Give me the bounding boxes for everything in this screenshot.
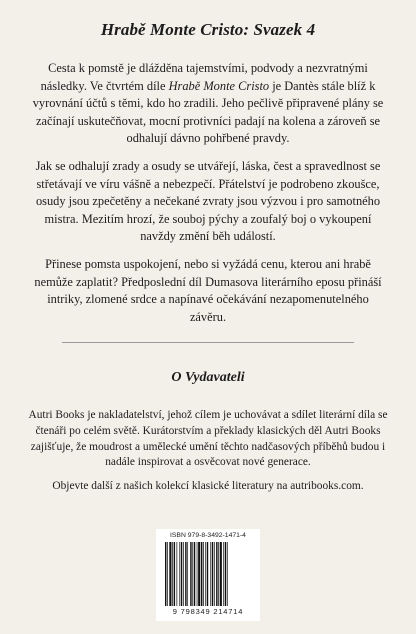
barcode-bar bbox=[194, 542, 195, 606]
barcode-bar bbox=[169, 542, 171, 606]
barcode-bar bbox=[220, 542, 222, 606]
about-publisher-heading: O Vydavateli bbox=[171, 370, 245, 385]
barcode-bar bbox=[203, 542, 204, 606]
barcode-bar bbox=[225, 542, 226, 606]
barcode-bar bbox=[192, 542, 193, 606]
blurb-p1-book-title: Hrabě Monte Cristo bbox=[168, 78, 270, 93]
barcode-bar bbox=[179, 542, 180, 606]
isbn-label: ISBN 979-8-3492-1471-4 bbox=[170, 532, 246, 539]
barcode-bar bbox=[212, 542, 213, 606]
blurb-p1-end: je Dantès stále blíž k vyrovnání účtů s těmi, kdo ho zradili. Jeho pečlivě připravené plány se začínají uskutečňovat, mocní protivníci padají na kolena a zároveň se odhalují dávno pohřbené pravdy. bbox=[32, 78, 384, 146]
section-divider bbox=[62, 342, 354, 343]
barcode-bar bbox=[227, 542, 228, 606]
barcode-digits: 9 798349 214714 bbox=[172, 607, 244, 616]
barcode-bar bbox=[223, 542, 224, 606]
barcode-bar bbox=[177, 542, 178, 606]
barcode-bar bbox=[214, 542, 215, 606]
barcode-bar bbox=[165, 542, 166, 606]
book-title: Hrabě Monte Cristo: Svazek 4 bbox=[100, 20, 316, 39]
barcode-bar bbox=[172, 542, 173, 606]
barcode-bar bbox=[207, 542, 208, 606]
barcode-bar bbox=[174, 542, 175, 606]
barcode-bar bbox=[210, 542, 211, 606]
blurb-p1-start: Cesta k pomstě je dlážděna tajemstvími, podvody a nezvratnými následky. Ve čtvrtém díle bbox=[40, 61, 368, 93]
barcode-bar bbox=[205, 542, 206, 606]
barcode-bar bbox=[197, 542, 198, 606]
barcode-bar bbox=[216, 542, 217, 606]
about-publisher-paragraph: Autri Books je nakladatelství, jehož cílem je uchovávat a sdílet literární díla se čtenáři po celém světě. Kurátorstvím a překlady klasických děl Autri Books zajišťuje, že moudrost a umělecké umění těchto nadčasových příběhů budou i nadále inspirovat a osvěcovat nové generace. bbox=[28, 409, 388, 469]
barcode-bar bbox=[201, 542, 202, 606]
barcode-bar bbox=[187, 542, 188, 606]
barcode-bar bbox=[185, 542, 186, 606]
barcode-bar bbox=[167, 542, 168, 606]
barcode-bar bbox=[181, 542, 182, 606]
blurb-paragraph-1 bbox=[30, 60, 386, 148]
barcode-bar bbox=[218, 542, 219, 606]
blurb-paragraph-3: Přinese pomsta uspokojení, nebo si vyžádá cenu, kterou ani hrabě nemůže zaplatit? Předposlední díl Dumasova literárního eposu přináší intriky, zlomené srdce a napínavé očekávání nezapomenutelného závěru. bbox=[34, 257, 382, 324]
about-publisher-link-line: Objevte další z našich kolekcí klasické literatury na autribooks.com. bbox=[52, 480, 364, 492]
barcode-image bbox=[164, 542, 252, 606]
isbn-barcode-box bbox=[156, 529, 260, 621]
barcode-bar bbox=[190, 542, 191, 606]
barcode-bar bbox=[198, 542, 200, 606]
barcode-bar bbox=[183, 542, 184, 606]
blurb-paragraph-2: Jak se odhalují zrady a osudy se utvářejí, láska, čest a spravedlnost se střetávají ve víru vášně a nebezpečí. Přátelství je podrobeno zkoušce, osudy jsou zpečetěny a nečekané zvraty jsou výzvou i pro samotného mistra. Mezitím hrozí, že souboj pýchy a zoufalý boj o vykoupení navždy změní běh událostí. bbox=[35, 159, 381, 244]
